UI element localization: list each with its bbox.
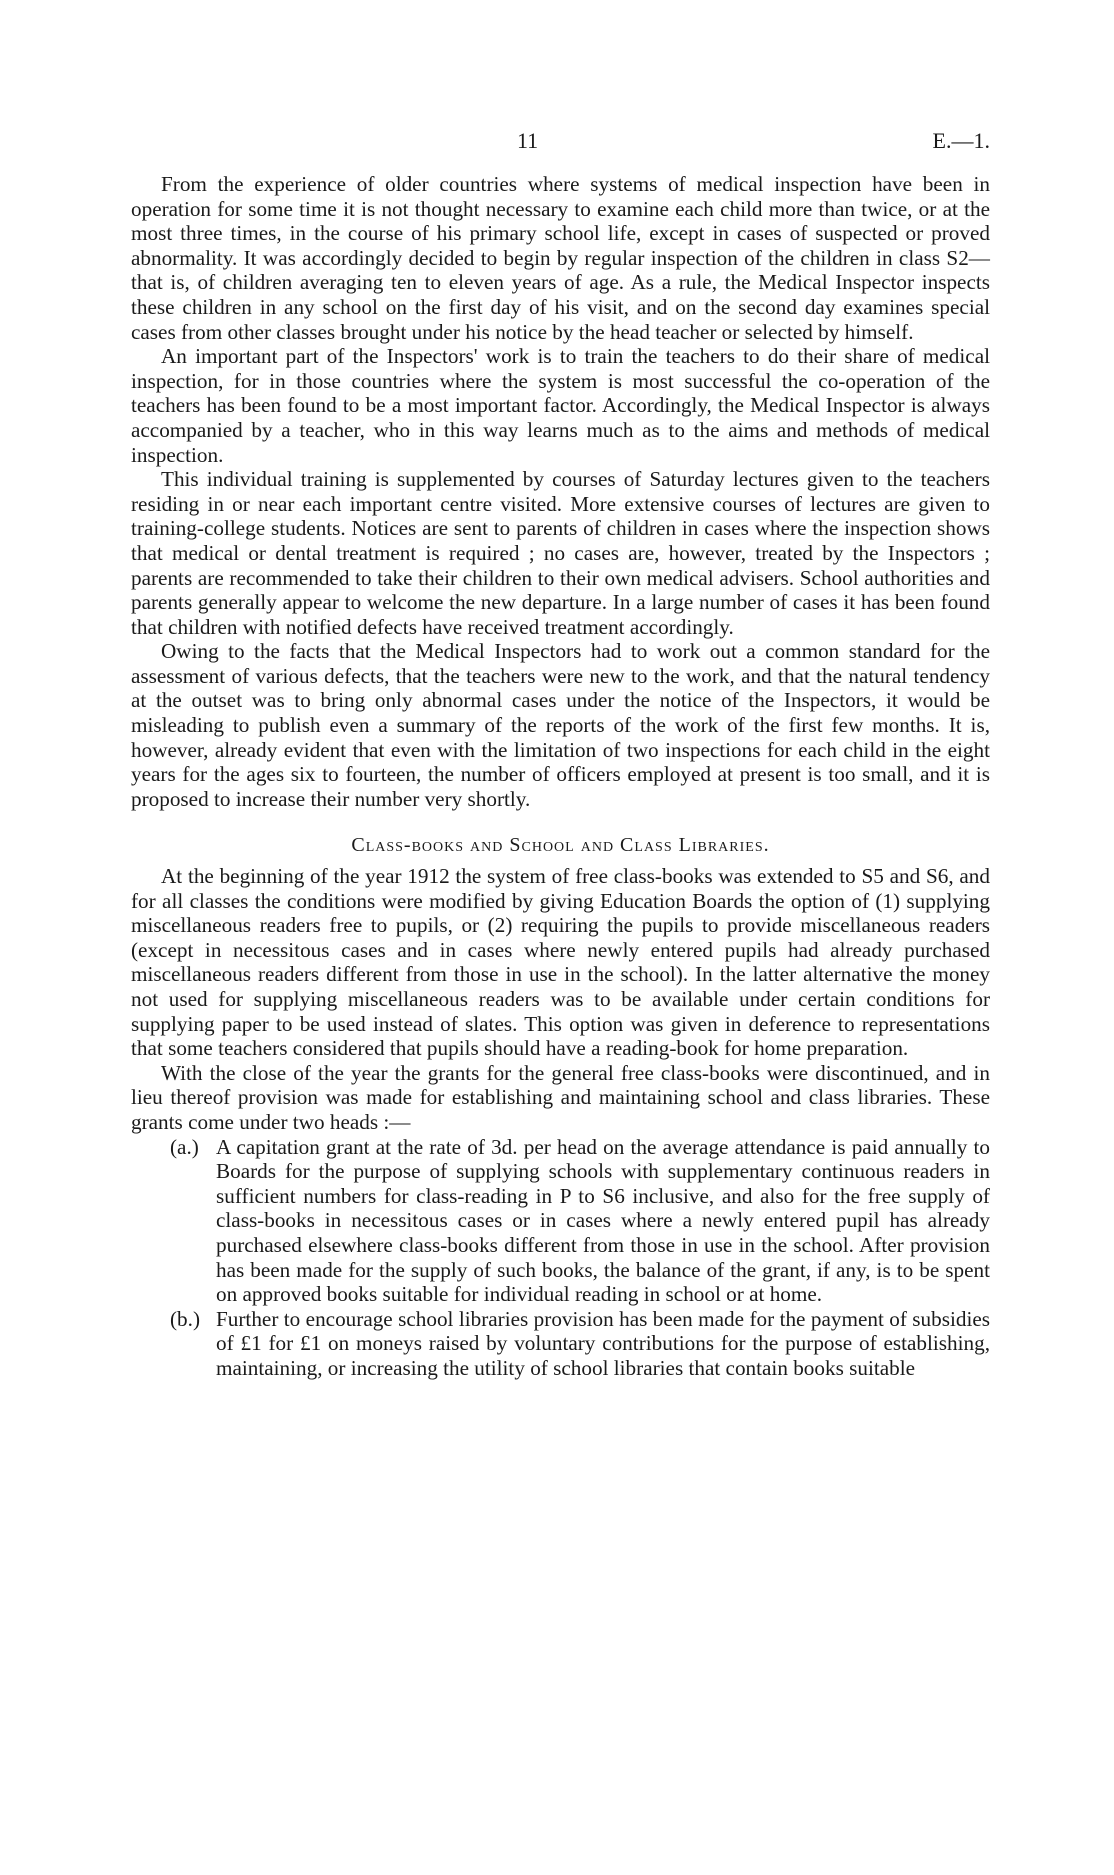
page-number: 11 (517, 128, 539, 153)
list-item (131, 1135, 990, 1307)
paragraph: From the experience of older countries where systems of medical inspection have been in operation for some time it is not thought necessary to examine each child more than twice, or at the most three times, in the course of his primary school life, except in cases of suspected or proved abnormality. It was accordingly decided to begin by regular inspection of the children in class S2—that is, of children averaging ten to eleven years of age. As a rule, the Medical Inspector inspects these children in any school on the first day of his visit, and on the second day examines special cases from other classes brought under his notice by the head teacher or selected by himself. (131, 172, 990, 344)
paragraph: At the beginning of the year 1912 the system of free class-books was extended to S5 and S6, and for all classes the conditions were modified by giving Education Boards the option of (1) supplying miscellaneous readers free to pupils, or (2) requiring the pupils to provide miscellaneous readers (except in necessitous cases and in cases where newly entered pupils had already purchased miscellaneous readers different from those in use in the school). In the latter alternative the money not used for supplying miscellaneous readers was to be available under certain conditions for supplying paper to be used instead of slates. This option was given in deference to representations that some teachers considered that pupils should have a reading-book for home preparation. (131, 864, 990, 1061)
section-heading: Class-books and School and Class Libraries. (351, 834, 770, 857)
paragraph: Owing to the facts that the Medical Inspectors had to work out a common standard for the assessment of various defects, that the teachers were new to the work, and that the natural tendency at the outset was to bring only abnormal cases under the notice of the Inspectors, it would be misleading to publish even a summary of the reports of the work of the first few months. It is, however, already evident that even with the limitation of two inspections for each child in the eight years for the ages six to fourteen, the number of officers employed at present is too small, and it is proposed to increase their number very shortly. (131, 639, 990, 811)
page-header (131, 120, 990, 160)
body-text (131, 172, 990, 1381)
list-item-text: A capitation grant at the rate of 3d. per head on the average attendance is paid annually to Boards for the purpose of supplying schools with supplementary continuous readers in sufficient numbers for class-reading in P to S6 inclusive, and also for the free supply of class-books in necessitous cases or in cases where a newly entered pupil has already purchased elsewhere class-books different from those in use in the school. After provision has been made for the supply of such books, the balance of the grant, if any, is to be spent on approved books suitable for individual reading in school or at home. (216, 1134, 990, 1307)
list-item-marker: (b.) (170, 1306, 201, 1331)
paragraph: With the close of the year the grants for the general free class-books were discontinued, and in lieu thereof provision was made for establishing and maintaining school and class libraries. These grants come under two heads :— (131, 1060, 990, 1134)
document-reference: E.—1. (932, 128, 990, 153)
paragraph: This individual training is supplemented by courses of Saturday lectures given to the teachers residing in or near each important centre visited. More extensive courses of lectures are given to training-college students. Notices are sent to parents of children in cases where the inspection shows that medical or dental treatment is required ; no cases are, however, treated by the Inspectors ; parents are recommended to take their children to their own medical advisers. School authorities and parents generally appear to welcome the new departure. In a large number of cases it has been found that children with notified defects have received treatment accordingly. (131, 467, 990, 639)
list-item-text: Further to encourage school libraries provision has been made for the payment of subsidies of £1 for £1 on moneys raised by voluntary contributions for the purpose of establishing, maintaining, or increasing the utility of school libraries that contain books suitable (216, 1306, 990, 1380)
list-item-marker: (a.) (170, 1134, 199, 1159)
list-item (131, 1307, 990, 1381)
paragraph: An important part of the Inspectors' work is to train the teachers to do their share of medical inspection, for in those countries where the system is most successful the co-operation of the teachers has been found to be a most important factor. Accordingly, the Medical Inspector is always accompanied by a teacher, who in this way learns much as to the aims and methods of medical inspection. (131, 344, 990, 467)
